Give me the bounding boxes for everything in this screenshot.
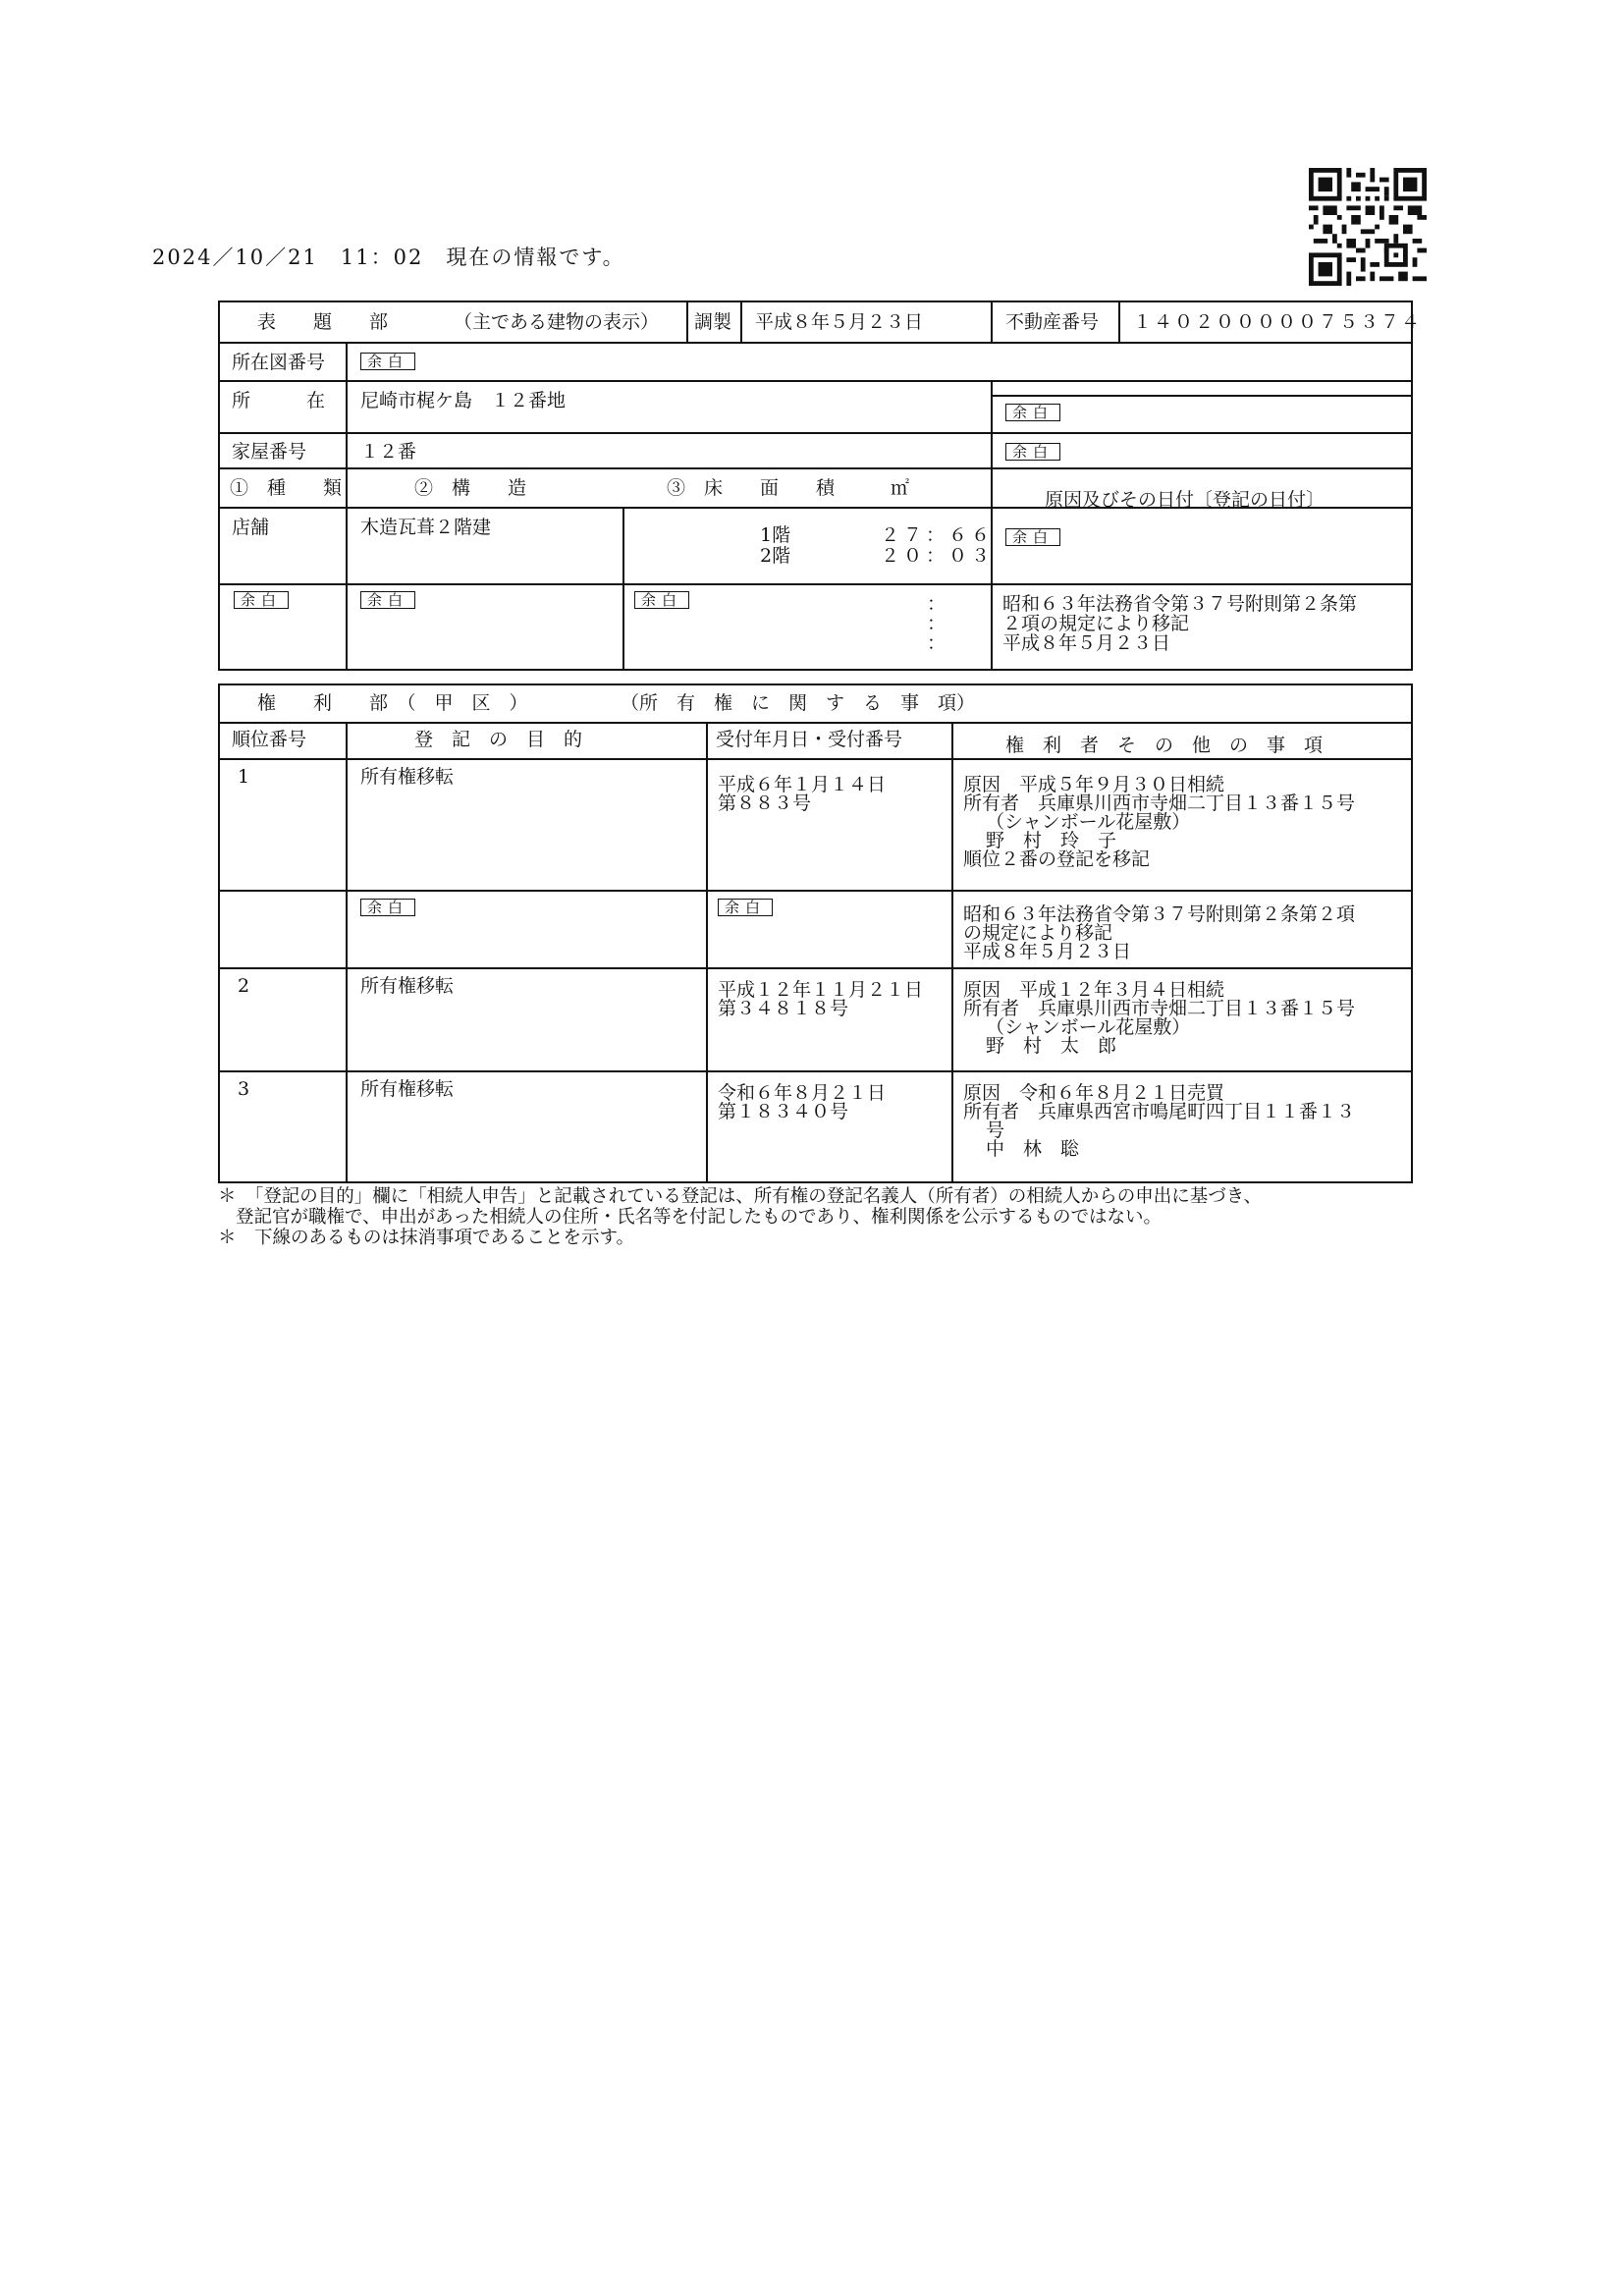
colon-mark: ： bbox=[927, 613, 947, 634]
row1-line4: 野 村 玲 子 bbox=[986, 830, 1117, 851]
kaoku-label: 家屋番号 bbox=[232, 441, 307, 463]
col-kenrisha: 権 利 者 そ の 他 の 事 項 bbox=[1005, 735, 1324, 756]
row2-mokuteki: 所有権移転 bbox=[360, 975, 455, 997]
yohaku-stamp: 余白 bbox=[234, 591, 289, 609]
row3-line1: 原因 令和６年８月２１日売買 bbox=[963, 1082, 1225, 1104]
colon-mark: ： bbox=[927, 593, 947, 615]
yohaku-stamp: 余白 bbox=[1005, 404, 1060, 421]
floor1-label: 1階 bbox=[760, 524, 791, 546]
row2-line3: （シャンボール花屋敷） bbox=[986, 1016, 1191, 1038]
row1-jun: 1 bbox=[238, 766, 250, 788]
row3-uketsuke-date: 令和６年８月２１日 bbox=[718, 1082, 887, 1104]
row1-line2: 所有者 兵庫県川西市寺畑二丁目１３番１５号 bbox=[963, 793, 1356, 814]
yohaku-stamp: 余白 bbox=[360, 899, 415, 916]
footnote-1: ＊ 「登記の目的」欄に「相続人申告」と記載されている登記は、所有権の登記名義人（所有者）の相続人からの申出に基づき、 bbox=[218, 1186, 1263, 1207]
row3-jun: 3 bbox=[238, 1078, 250, 1100]
row1-line5: 順位２番の登記を移記 bbox=[963, 848, 1151, 870]
hyodai-table bbox=[218, 301, 1423, 671]
chosei-label: 調製 bbox=[694, 311, 732, 333]
row2-line2: 所有者 兵庫県川西市寺畑二丁目１３番１５号 bbox=[963, 998, 1356, 1019]
row2-line4: 野 村 太 郎 bbox=[986, 1035, 1117, 1057]
row3-line2: 所有者 兵庫県西宮市鳴尾町四丁目１１番１３ bbox=[963, 1101, 1356, 1122]
col-shurui: ① 種 類 bbox=[230, 477, 343, 499]
fudosan-label: 不動産番号 bbox=[1005, 311, 1100, 333]
col-uketsuke: 受付年月日・受付番号 bbox=[716, 729, 903, 750]
floor1-value: ２７：６６ bbox=[881, 524, 995, 546]
row2-uketsuke-no: 第３４８１８号 bbox=[718, 998, 849, 1019]
row1-line1: 原因 平成５年９月３０日相続 bbox=[963, 774, 1225, 795]
row1b-line2: の規定により移記 bbox=[963, 922, 1113, 944]
kenri-table bbox=[218, 683, 1413, 1183]
colon-mark: ： bbox=[927, 632, 947, 654]
col-kozo: ② 構 造 bbox=[414, 477, 527, 499]
row1-line3: （シャンボール花屋敷） bbox=[986, 811, 1191, 833]
col-jun: 順位番号 bbox=[232, 729, 307, 750]
fudosan-value: １４０２０００００７５３７４ bbox=[1133, 311, 1423, 333]
qr-code-icon bbox=[1309, 168, 1427, 286]
footnote-3: ＊ 下線のあるものは抹消事項であることを示す。 bbox=[218, 1228, 635, 1248]
col-yuka: ③ 床 面 積 ㎡ bbox=[667, 477, 910, 499]
row3-mokuteki: 所有権移転 bbox=[360, 1078, 455, 1100]
row1b-line3: 平成８年５月２３日 bbox=[963, 941, 1132, 962]
footnote-2: 登記官が職権で、申出があった相続人の住所・氏名等を付記したものであり、権利関係を公示するものではない。 bbox=[236, 1207, 1162, 1228]
yohaku-stamp: 余白 bbox=[360, 353, 415, 370]
kenri-header-subtitle: （所 有 権 に 関 す る 事 項） bbox=[621, 692, 976, 714]
row1b-line1: 昭和６３年法務省令第３７号附則第２条第２項 bbox=[963, 903, 1356, 925]
row2-line1: 原因 平成１２年３月４日相続 bbox=[963, 979, 1225, 1001]
row1-mokuteki: 所有権移転 bbox=[360, 766, 455, 788]
kenri-header-title: 権 利 部 （ 甲 区 ） bbox=[257, 692, 528, 714]
row1-uketsuke-no: 第８８３号 bbox=[718, 793, 812, 814]
hyodai-remark-line3: 平成８年５月２３日 bbox=[1002, 632, 1171, 654]
yohaku-stamp: 余白 bbox=[1005, 528, 1060, 546]
shurui-value: 店舗 bbox=[232, 517, 270, 538]
chosei-value: 平成８年５月２３日 bbox=[755, 311, 924, 333]
row1-uketsuke-date: 平成６年１月１４日 bbox=[718, 774, 887, 795]
kaoku-value: １２番 bbox=[360, 441, 417, 463]
floor2-value: ２０：０３ bbox=[881, 545, 995, 567]
row3-line3: 号 bbox=[986, 1120, 1005, 1141]
current-info-timestamp: 2024／10／21 11：02 現在の情報です。 bbox=[152, 246, 625, 269]
row3-line4: 中 林 聡 bbox=[986, 1138, 1080, 1160]
hyodai-remark-line2: ２項の規定により移記 bbox=[1002, 613, 1190, 634]
yohaku-stamp: 余白 bbox=[360, 591, 415, 609]
hyodai-remark-line1: 昭和６３年法務省令第３７号附則第２条第 bbox=[1002, 593, 1358, 615]
kozo-value: 木造瓦葺２階建 bbox=[360, 517, 492, 538]
row2-jun: 2 bbox=[238, 975, 250, 997]
floor2-label: 2階 bbox=[760, 545, 791, 567]
shozai-label: 所 在 bbox=[232, 390, 326, 411]
yohaku-stamp: 余白 bbox=[634, 591, 689, 609]
col-genin: 原因及びその日付〔登記の日付〕 bbox=[1045, 489, 1325, 511]
shozai-value: 尼崎市梶ケ島 １２番地 bbox=[360, 390, 567, 411]
shozaizu-label: 所在図番号 bbox=[232, 352, 326, 373]
col-mokuteki: 登 記 の 目 的 bbox=[414, 729, 583, 750]
yohaku-stamp: 余白 bbox=[1005, 443, 1060, 461]
hyodai-header-subtitle: （主である建物の表示） bbox=[454, 311, 660, 333]
hyodai-header-title: 表 題 部 bbox=[257, 311, 389, 333]
row3-uketsuke-no: 第１８３４０号 bbox=[718, 1101, 849, 1122]
row2-uketsuke-date: 平成１２年１１月２１日 bbox=[718, 979, 924, 1001]
yohaku-stamp: 余白 bbox=[718, 899, 773, 916]
